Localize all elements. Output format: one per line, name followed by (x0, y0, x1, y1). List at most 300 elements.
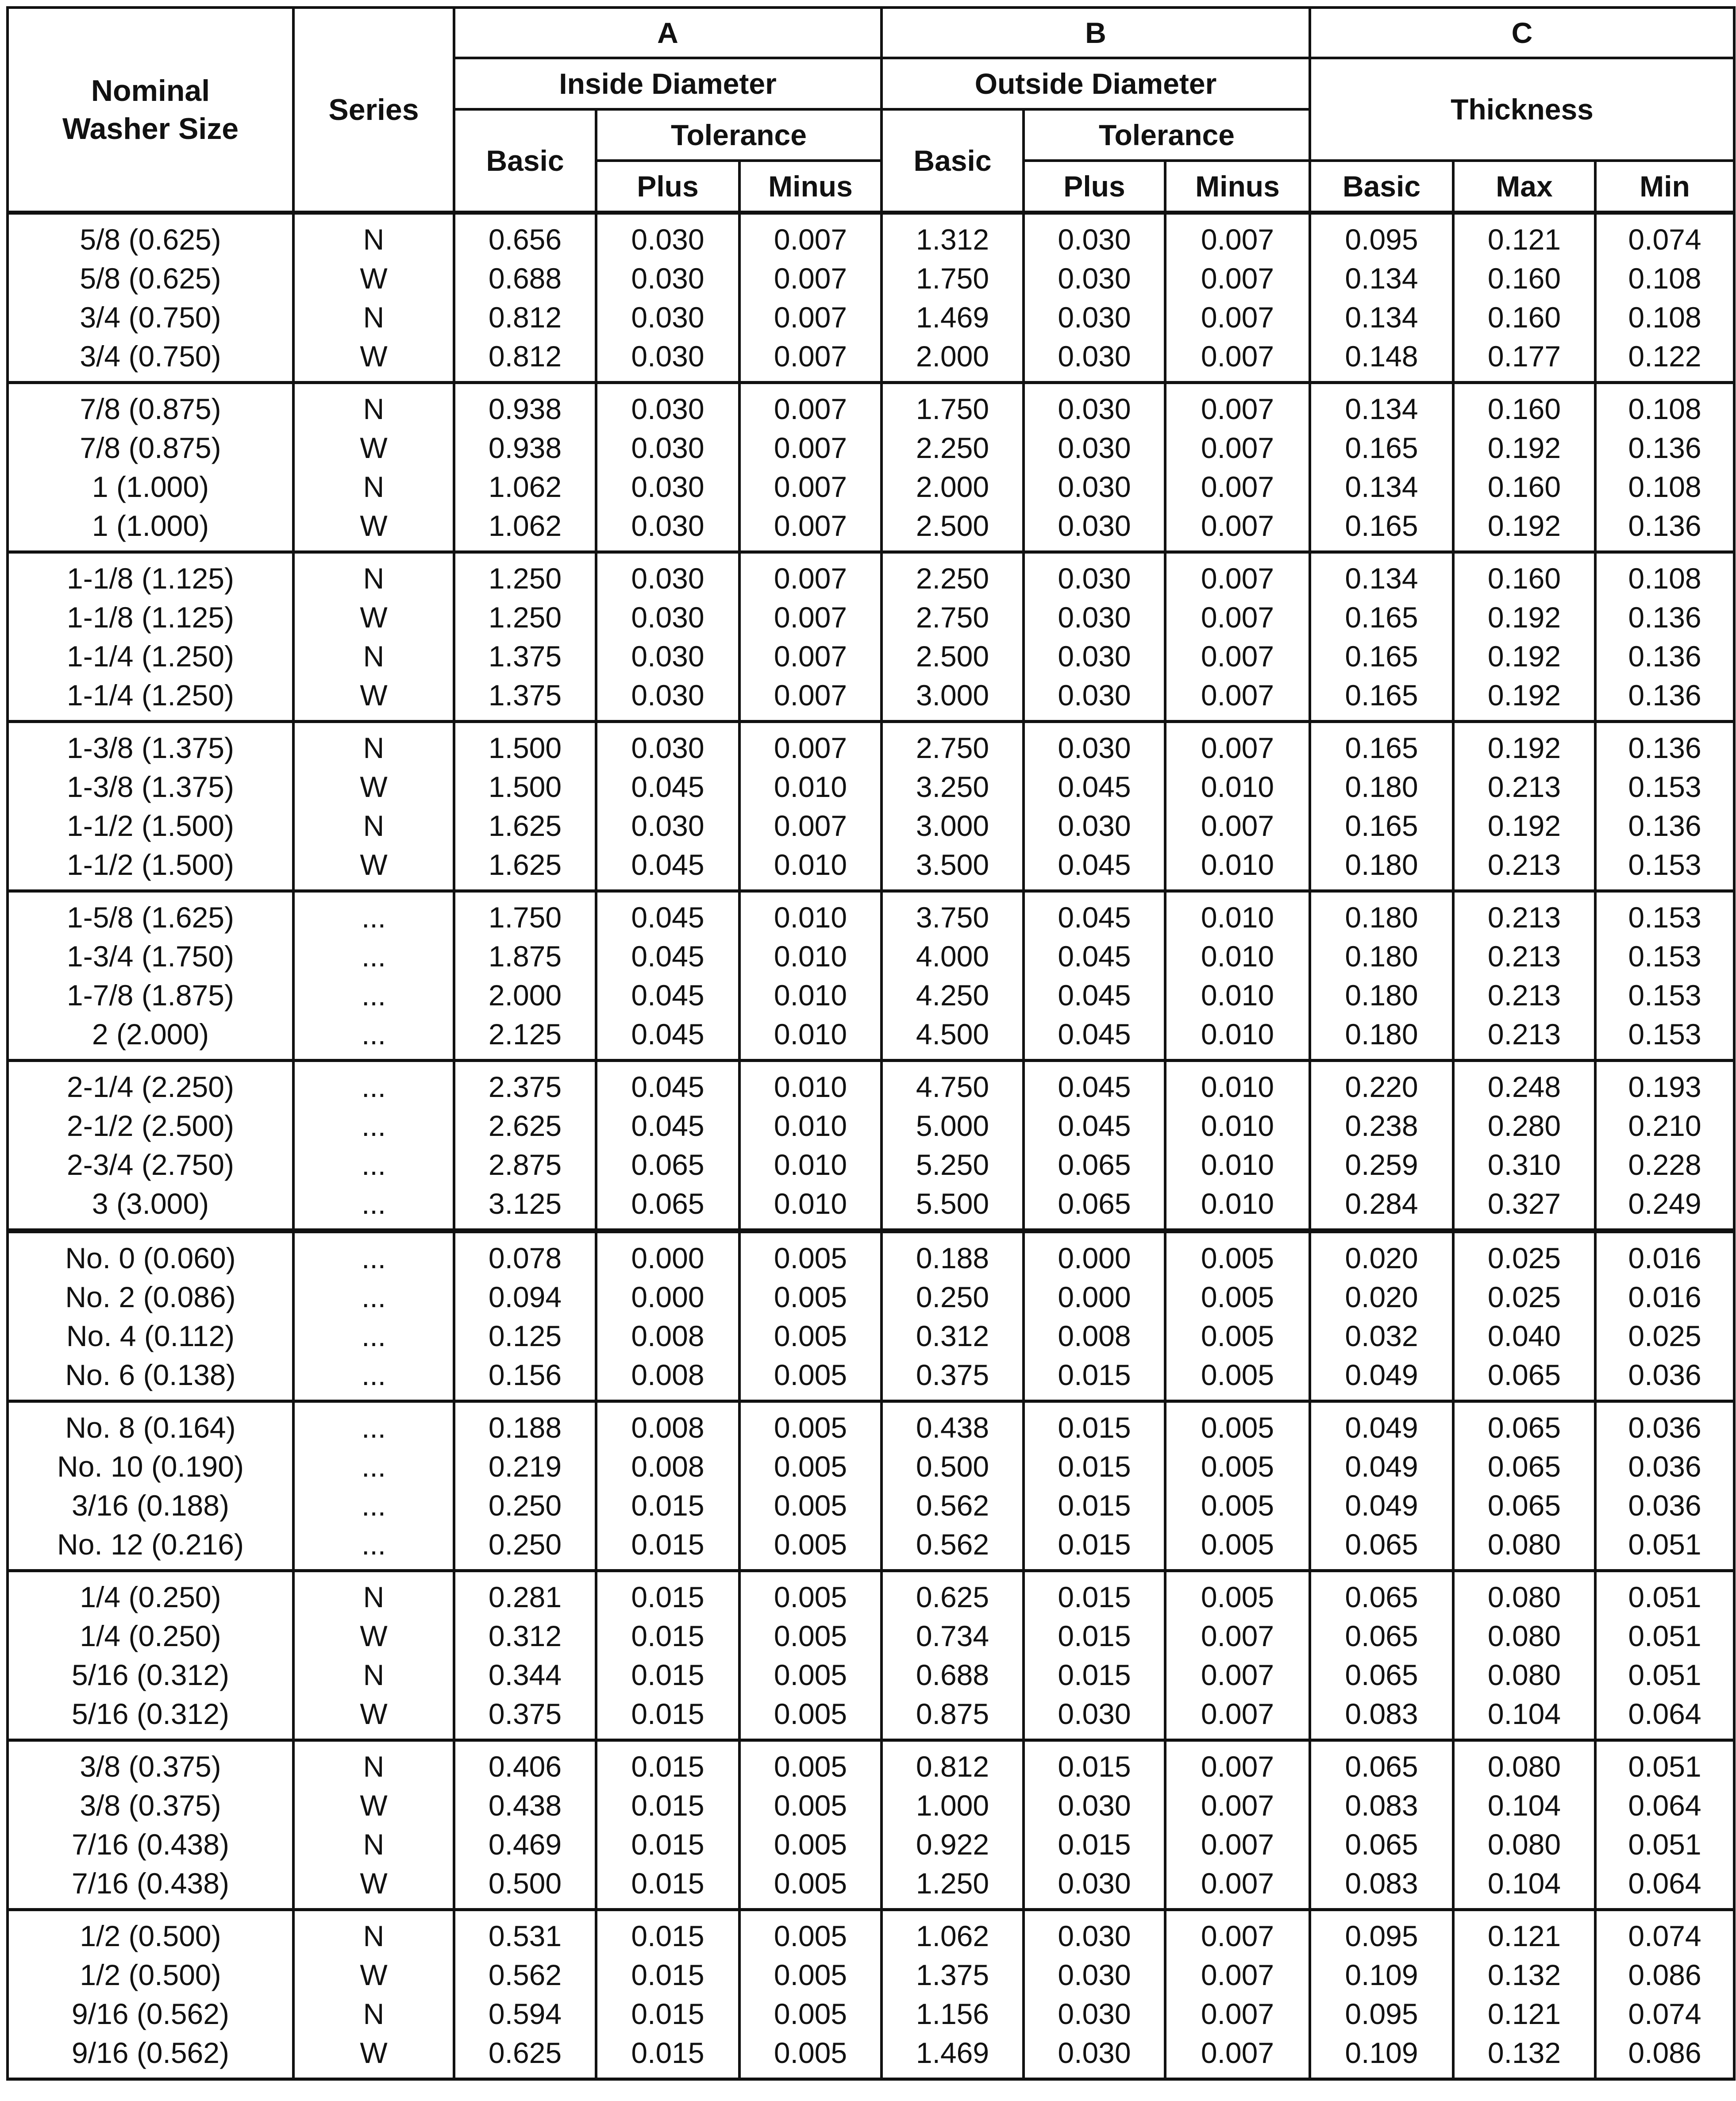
cell-b-minus: 0.007 (1165, 1694, 1310, 1740)
cell-b-minus: 0.005 (1165, 1525, 1310, 1571)
cell-a-plus: 0.015 (596, 1571, 739, 1617)
cell-b-plus: 0.030 (1024, 598, 1165, 637)
cell-series: ... (293, 1231, 454, 1278)
table-row (8, 467, 1734, 506)
header-nominal-washer-size (8, 8, 293, 213)
table-row (8, 506, 1734, 552)
header-b-plus: Plus (1024, 161, 1165, 213)
cell-c-max: 0.213 (1453, 1015, 1595, 1061)
cell-c-max: 0.192 (1453, 428, 1595, 467)
cell-series: ... (293, 1525, 454, 1571)
cell-c-max: 0.192 (1453, 722, 1595, 768)
cell-a-basic: 0.500 (454, 1864, 596, 1910)
cell-b-plus: 0.015 (1024, 1825, 1165, 1864)
cell-b-minus: 0.010 (1165, 845, 1310, 891)
cell-c-min: 0.051 (1595, 1616, 1734, 1655)
cell-nominal-size: 1-3/8 (1.375) (8, 767, 293, 806)
cell-nominal-size: 1-1/2 (1.500) (8, 806, 293, 845)
cell-c-max: 0.065 (1453, 1355, 1595, 1401)
cell-series: ... (293, 1316, 454, 1355)
cell-c-min: 0.193 (1595, 1061, 1734, 1107)
cell-a-minus: 0.007 (739, 806, 881, 845)
cell-b-basic: 4.500 (881, 1015, 1024, 1061)
cell-a-minus: 0.005 (739, 1525, 881, 1571)
cell-b-minus: 0.007 (1165, 1910, 1310, 1956)
cell-b-plus: 0.030 (1024, 259, 1165, 298)
cell-c-basic: 0.083 (1310, 1786, 1453, 1825)
cell-a-plus: 0.045 (596, 976, 739, 1015)
cell-b-plus: 0.015 (1024, 1525, 1165, 1571)
cell-series: ... (293, 891, 454, 937)
header-group-c: C (1310, 8, 1734, 58)
cell-b-minus: 0.007 (1165, 1864, 1310, 1910)
table-row (8, 552, 1734, 598)
cell-a-plus: 0.015 (596, 1655, 739, 1694)
cell-b-plus: 0.030 (1024, 337, 1165, 383)
cell-b-minus: 0.007 (1165, 598, 1310, 637)
table-row (8, 337, 1734, 383)
cell-nominal-size: No. 2 (0.086) (8, 1278, 293, 1316)
table-row (8, 1015, 1734, 1061)
header-c-min: Min (1595, 161, 1734, 213)
cell-series: W (293, 337, 454, 383)
cell-b-basic: 2.750 (881, 598, 1024, 637)
cell-b-minus: 0.010 (1165, 1184, 1310, 1231)
cell-b-plus: 0.030 (1024, 1994, 1165, 2033)
header-outside-diameter: Outside Diameter (881, 58, 1310, 109)
cell-c-max: 0.192 (1453, 806, 1595, 845)
cell-a-plus: 0.045 (596, 937, 739, 976)
cell-b-minus: 0.007 (1165, 1616, 1310, 1655)
cell-series: ... (293, 976, 454, 1015)
cell-a-plus: 0.045 (596, 1015, 739, 1061)
cell-c-max: 0.104 (1453, 1694, 1595, 1740)
cell-b-minus: 0.005 (1165, 1486, 1310, 1525)
cell-a-plus: 0.008 (596, 1401, 739, 1447)
cell-a-minus: 0.005 (739, 1740, 881, 1786)
cell-nominal-size: 5/16 (0.312) (8, 1655, 293, 1694)
cell-c-max: 0.080 (1453, 1571, 1595, 1617)
cell-c-min: 0.136 (1595, 722, 1734, 768)
washer-dimensions-table (6, 6, 1736, 2081)
cell-b-plus: 0.045 (1024, 891, 1165, 937)
cell-nominal-size: 1-1/2 (1.500) (8, 845, 293, 891)
cell-b-plus: 0.045 (1024, 1015, 1165, 1061)
cell-b-basic: 0.922 (881, 1825, 1024, 1864)
cell-c-basic: 0.049 (1310, 1486, 1453, 1525)
cell-nominal-size: 1-5/8 (1.625) (8, 891, 293, 937)
cell-c-basic: 0.148 (1310, 337, 1453, 383)
cell-b-plus: 0.030 (1024, 1694, 1165, 1740)
cell-a-plus: 0.008 (596, 1316, 739, 1355)
cell-a-basic: 0.625 (454, 2033, 596, 2079)
cell-a-basic: 1.500 (454, 722, 596, 768)
cell-c-max: 0.327 (1453, 1184, 1595, 1231)
cell-b-basic: 0.375 (881, 1355, 1024, 1401)
cell-c-basic: 0.165 (1310, 806, 1453, 845)
cell-b-plus: 0.030 (1024, 213, 1165, 259)
header-nominal-line2: Washer Size (62, 112, 239, 146)
cell-series: N (293, 722, 454, 768)
cell-nominal-size: 2-1/2 (2.500) (8, 1106, 293, 1145)
cell-c-basic: 0.165 (1310, 722, 1453, 768)
cell-a-basic: 0.188 (454, 1401, 596, 1447)
cell-b-basic: 1.062 (881, 1910, 1024, 1956)
cell-a-basic: 0.812 (454, 298, 596, 337)
cell-c-min: 0.064 (1595, 1864, 1734, 1910)
cell-c-min: 0.016 (1595, 1231, 1734, 1278)
cell-a-minus: 0.005 (739, 1355, 881, 1401)
cell-a-minus: 0.005 (739, 1447, 881, 1486)
cell-series: W (293, 1864, 454, 1910)
cell-nominal-size: 3/16 (0.188) (8, 1486, 293, 1525)
cell-c-min: 0.153 (1595, 937, 1734, 976)
cell-c-min: 0.228 (1595, 1145, 1734, 1184)
cell-a-plus: 0.030 (596, 552, 739, 598)
table-row (8, 1571, 1734, 1617)
cell-b-basic: 0.875 (881, 1694, 1024, 1740)
table-row (8, 1655, 1734, 1694)
cell-b-basic: 2.750 (881, 722, 1024, 768)
cell-c-max: 0.310 (1453, 1145, 1595, 1184)
cell-a-basic: 3.125 (454, 1184, 596, 1231)
cell-series: N (293, 806, 454, 845)
cell-b-plus: 0.030 (1024, 383, 1165, 429)
cell-b-plus: 0.030 (1024, 428, 1165, 467)
cell-b-minus: 0.007 (1165, 2033, 1310, 2079)
cell-c-min: 0.051 (1595, 1740, 1734, 1786)
cell-c-min: 0.136 (1595, 676, 1734, 722)
cell-b-minus: 0.010 (1165, 937, 1310, 976)
cell-a-plus: 0.045 (596, 1061, 739, 1107)
table-row (8, 2033, 1734, 2079)
cell-a-basic: 1.500 (454, 767, 596, 806)
cell-c-basic: 0.065 (1310, 1525, 1453, 1571)
cell-nominal-size: 3/4 (0.750) (8, 298, 293, 337)
cell-nominal-size: 1/4 (0.250) (8, 1616, 293, 1655)
cell-a-plus: 0.015 (596, 2033, 739, 2079)
cell-nominal-size: 3 (3.000) (8, 1184, 293, 1231)
cell-a-basic: 2.875 (454, 1145, 596, 1184)
cell-b-plus: 0.065 (1024, 1184, 1165, 1231)
table-row (8, 1910, 1734, 1956)
header-b-tolerance: Tolerance (1024, 109, 1310, 161)
cell-c-min: 0.122 (1595, 337, 1734, 383)
cell-a-minus: 0.010 (739, 1106, 881, 1145)
cell-a-basic: 1.062 (454, 467, 596, 506)
cell-c-basic: 0.134 (1310, 552, 1453, 598)
cell-a-minus: 0.005 (739, 1694, 881, 1740)
cell-a-minus: 0.007 (739, 337, 881, 383)
cell-series: N (293, 1740, 454, 1786)
cell-c-min: 0.136 (1595, 598, 1734, 637)
cell-a-basic: 0.688 (454, 259, 596, 298)
cell-b-basic: 0.438 (881, 1401, 1024, 1447)
cell-a-minus: 0.007 (739, 676, 881, 722)
cell-nominal-size: 7/16 (0.438) (8, 1825, 293, 1864)
cell-a-plus: 0.015 (596, 1955, 739, 1994)
cell-b-minus: 0.007 (1165, 637, 1310, 676)
cell-a-minus: 0.007 (739, 722, 881, 768)
cell-b-minus: 0.005 (1165, 1278, 1310, 1316)
cell-a-basic: 1.750 (454, 891, 596, 937)
cell-a-minus: 0.007 (739, 467, 881, 506)
cell-c-max: 0.065 (1453, 1486, 1595, 1525)
cell-b-plus: 0.045 (1024, 1061, 1165, 1107)
cell-c-max: 0.248 (1453, 1061, 1595, 1107)
cell-b-minus: 0.005 (1165, 1571, 1310, 1617)
cell-nominal-size: 9/16 (0.562) (8, 1994, 293, 2033)
cell-c-basic: 0.259 (1310, 1145, 1453, 1184)
cell-a-basic: 0.406 (454, 1740, 596, 1786)
cell-b-plus: 0.030 (1024, 2033, 1165, 2079)
cell-c-max: 0.192 (1453, 637, 1595, 676)
cell-c-basic: 0.180 (1310, 891, 1453, 937)
cell-a-plus: 0.045 (596, 845, 739, 891)
cell-b-minus: 0.010 (1165, 976, 1310, 1015)
cell-a-plus: 0.015 (596, 1616, 739, 1655)
cell-c-basic: 0.180 (1310, 1015, 1453, 1061)
cell-b-minus: 0.007 (1165, 213, 1310, 259)
cell-a-basic: 0.656 (454, 213, 596, 259)
cell-a-basic: 1.062 (454, 506, 596, 552)
cell-nominal-size: 9/16 (0.562) (8, 2033, 293, 2079)
cell-b-plus: 0.030 (1024, 806, 1165, 845)
cell-b-minus: 0.010 (1165, 1015, 1310, 1061)
cell-series: W (293, 598, 454, 637)
cell-b-basic: 1.000 (881, 1786, 1024, 1825)
cell-b-basic: 3.750 (881, 891, 1024, 937)
cell-nominal-size: No. 4 (0.112) (8, 1316, 293, 1355)
cell-c-max: 0.065 (1453, 1447, 1595, 1486)
cell-b-minus: 0.007 (1165, 1825, 1310, 1864)
cell-nominal-size: 2-1/4 (2.250) (8, 1061, 293, 1107)
header-b-minus: Minus (1165, 161, 1310, 213)
cell-a-basic: 0.469 (454, 1825, 596, 1864)
cell-b-plus: 0.015 (1024, 1401, 1165, 1447)
cell-a-minus: 0.010 (739, 1061, 881, 1107)
cell-nominal-size: No. 0 (0.060) (8, 1231, 293, 1278)
cell-a-plus: 0.030 (596, 806, 739, 845)
cell-c-basic: 0.165 (1310, 676, 1453, 722)
cell-b-plus: 0.015 (1024, 1486, 1165, 1525)
cell-a-plus: 0.000 (596, 1231, 739, 1278)
cell-a-basic: 0.250 (454, 1525, 596, 1571)
cell-b-basic: 0.312 (881, 1316, 1024, 1355)
cell-a-plus: 0.015 (596, 1786, 739, 1825)
cell-c-min: 0.153 (1595, 891, 1734, 937)
cell-a-minus: 0.010 (739, 1015, 881, 1061)
cell-nominal-size: 5/16 (0.312) (8, 1694, 293, 1740)
cell-b-basic: 1.469 (881, 298, 1024, 337)
table-row (8, 1316, 1734, 1355)
cell-c-basic: 0.109 (1310, 1955, 1453, 1994)
cell-a-plus: 0.015 (596, 1994, 739, 2033)
cell-a-basic: 0.375 (454, 1694, 596, 1740)
table-row (8, 1740, 1734, 1786)
cell-a-minus: 0.007 (739, 213, 881, 259)
cell-nominal-size: No. 12 (0.216) (8, 1525, 293, 1571)
cell-a-plus: 0.015 (596, 1525, 739, 1571)
table-row (8, 1231, 1734, 1278)
cell-b-basic: 2.500 (881, 506, 1024, 552)
cell-b-basic: 0.734 (881, 1616, 1024, 1655)
cell-b-minus: 0.007 (1165, 298, 1310, 337)
cell-c-max: 0.025 (1453, 1278, 1595, 1316)
cell-a-plus: 0.030 (596, 637, 739, 676)
cell-b-basic: 3.500 (881, 845, 1024, 891)
cell-c-min: 0.136 (1595, 637, 1734, 676)
cell-a-minus: 0.010 (739, 976, 881, 1015)
cell-b-plus: 0.015 (1024, 1447, 1165, 1486)
cell-b-minus: 0.007 (1165, 1955, 1310, 1994)
cell-nominal-size: 1-3/8 (1.375) (8, 722, 293, 768)
cell-c-basic: 0.134 (1310, 259, 1453, 298)
cell-b-minus: 0.007 (1165, 506, 1310, 552)
cell-a-basic: 0.094 (454, 1278, 596, 1316)
cell-series: N (293, 1910, 454, 1956)
table-row (8, 428, 1734, 467)
cell-c-max: 0.132 (1453, 1955, 1595, 1994)
cell-b-basic: 1.750 (881, 383, 1024, 429)
cell-nominal-size: 1-1/8 (1.125) (8, 598, 293, 637)
cell-nominal-size: 2 (2.000) (8, 1015, 293, 1061)
cell-b-basic: 0.625 (881, 1571, 1024, 1617)
cell-a-minus: 0.005 (739, 1910, 881, 1956)
cell-b-basic: 1.156 (881, 1994, 1024, 2033)
cell-c-basic: 0.165 (1310, 506, 1453, 552)
cell-a-basic: 1.875 (454, 937, 596, 976)
cell-b-basic: 3.000 (881, 806, 1024, 845)
cell-c-min: 0.064 (1595, 1694, 1734, 1740)
cell-a-basic: 1.625 (454, 845, 596, 891)
table-row (8, 1447, 1734, 1486)
cell-a-minus: 0.007 (739, 552, 881, 598)
cell-c-max: 0.160 (1453, 467, 1595, 506)
cell-c-basic: 0.180 (1310, 845, 1453, 891)
cell-a-basic: 0.156 (454, 1355, 596, 1401)
cell-c-min: 0.153 (1595, 1015, 1734, 1061)
cell-a-basic: 0.078 (454, 1231, 596, 1278)
cell-c-basic: 0.083 (1310, 1694, 1453, 1740)
cell-a-minus: 0.005 (739, 1486, 881, 1525)
table-row (8, 1955, 1734, 1994)
cell-c-basic: 0.065 (1310, 1740, 1453, 1786)
cell-c-min: 0.074 (1595, 1910, 1734, 1956)
cell-nominal-size: 1-1/4 (1.250) (8, 637, 293, 676)
cell-b-plus: 0.030 (1024, 1786, 1165, 1825)
cell-a-minus: 0.010 (739, 891, 881, 937)
cell-series: ... (293, 1015, 454, 1061)
cell-c-min: 0.136 (1595, 428, 1734, 467)
cell-a-plus: 0.045 (596, 767, 739, 806)
cell-b-basic: 0.562 (881, 1486, 1024, 1525)
cell-c-basic: 0.165 (1310, 598, 1453, 637)
cell-a-basic: 0.312 (454, 1616, 596, 1655)
cell-b-plus: 0.030 (1024, 467, 1165, 506)
cell-c-basic: 0.095 (1310, 213, 1453, 259)
cell-b-plus: 0.045 (1024, 767, 1165, 806)
cell-c-basic: 0.032 (1310, 1316, 1453, 1355)
cell-a-minus: 0.005 (739, 1616, 881, 1655)
cell-nominal-size: No. 8 (0.164) (8, 1401, 293, 1447)
cell-b-plus: 0.065 (1024, 1145, 1165, 1184)
cell-series: N (293, 1994, 454, 2033)
cell-a-plus: 0.008 (596, 1447, 739, 1486)
cell-c-max: 0.104 (1453, 1864, 1595, 1910)
cell-series: W (293, 845, 454, 891)
cell-series: W (293, 1786, 454, 1825)
cell-c-min: 0.074 (1595, 213, 1734, 259)
cell-b-plus: 0.045 (1024, 976, 1165, 1015)
cell-b-minus: 0.007 (1165, 806, 1310, 845)
cell-nominal-size: 7/8 (0.875) (8, 428, 293, 467)
cell-c-basic: 0.180 (1310, 976, 1453, 1015)
cell-b-plus: 0.030 (1024, 552, 1165, 598)
cell-c-basic: 0.165 (1310, 637, 1453, 676)
cell-a-plus: 0.015 (596, 1825, 739, 1864)
cell-b-plus: 0.030 (1024, 1910, 1165, 1956)
cell-series: W (293, 676, 454, 722)
cell-a-plus: 0.015 (596, 1910, 739, 1956)
cell-a-plus: 0.008 (596, 1355, 739, 1401)
table-row (8, 976, 1734, 1015)
table-row (8, 1278, 1734, 1316)
header-c-basic: Basic (1310, 161, 1453, 213)
cell-b-plus: 0.030 (1024, 722, 1165, 768)
cell-a-minus: 0.005 (739, 2033, 881, 2079)
cell-c-min: 0.108 (1595, 259, 1734, 298)
cell-nominal-size: No. 6 (0.138) (8, 1355, 293, 1401)
cell-nominal-size: 3/8 (0.375) (8, 1786, 293, 1825)
cell-series: W (293, 767, 454, 806)
cell-b-plus: 0.015 (1024, 1571, 1165, 1617)
cell-c-max: 0.040 (1453, 1316, 1595, 1355)
cell-c-min: 0.051 (1595, 1655, 1734, 1694)
cell-b-minus: 0.005 (1165, 1401, 1310, 1447)
cell-b-basic: 4.000 (881, 937, 1024, 976)
cell-a-plus: 0.045 (596, 1106, 739, 1145)
cell-a-basic: 0.438 (454, 1786, 596, 1825)
cell-a-minus: 0.010 (739, 1184, 881, 1231)
cell-a-plus: 0.015 (596, 1694, 739, 1740)
table-body (8, 213, 1734, 2079)
cell-c-max: 0.213 (1453, 891, 1595, 937)
cell-c-max: 0.121 (1453, 1910, 1595, 1956)
cell-a-basic: 0.250 (454, 1486, 596, 1525)
cell-a-minus: 0.005 (739, 1955, 881, 1994)
header-a-tolerance: Tolerance (596, 109, 881, 161)
table-header (8, 8, 1734, 213)
cell-c-max: 0.160 (1453, 298, 1595, 337)
cell-a-plus: 0.030 (596, 598, 739, 637)
cell-b-basic: 5.500 (881, 1184, 1024, 1231)
cell-nominal-size: 1/2 (0.500) (8, 1910, 293, 1956)
cell-b-minus: 0.007 (1165, 1740, 1310, 1786)
cell-a-minus: 0.007 (739, 637, 881, 676)
cell-b-basic: 2.000 (881, 337, 1024, 383)
cell-c-min: 0.064 (1595, 1786, 1734, 1825)
cell-series: N (293, 637, 454, 676)
cell-series: N (293, 1825, 454, 1864)
cell-series: ... (293, 1278, 454, 1316)
cell-c-max: 0.121 (1453, 1994, 1595, 2033)
cell-b-plus: 0.045 (1024, 937, 1165, 976)
cell-a-basic: 1.375 (454, 676, 596, 722)
cell-nominal-size: 7/8 (0.875) (8, 383, 293, 429)
cell-a-plus: 0.030 (596, 467, 739, 506)
cell-series: N (293, 213, 454, 259)
